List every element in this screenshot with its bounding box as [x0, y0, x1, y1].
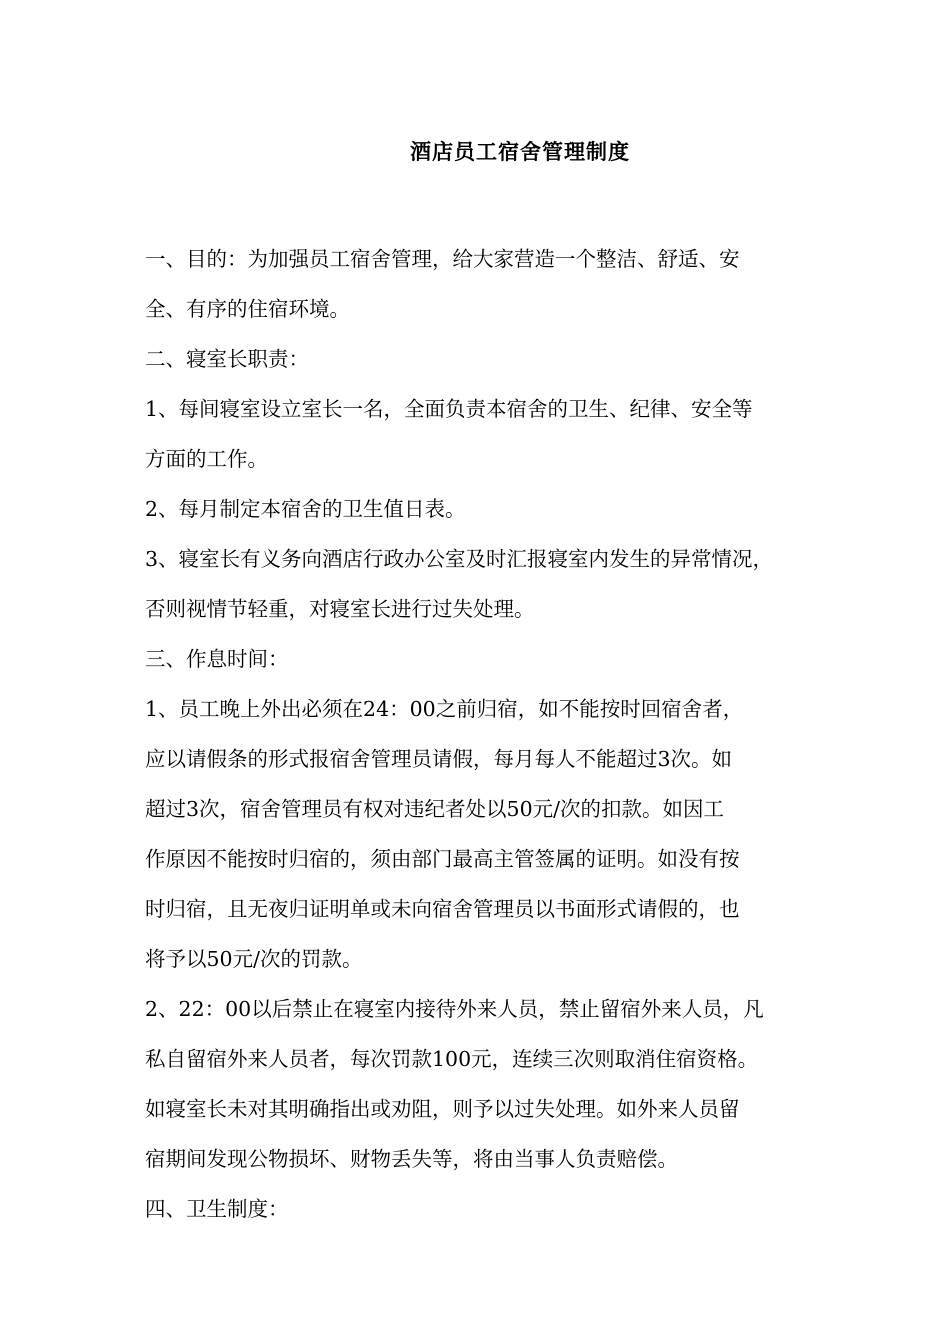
body-line: 1、每间寝室设立室长一名，全面负责本宿舍的卫生、纪律、安全等	[145, 397, 753, 421]
section-heading: 四、卫生制度：	[145, 1197, 289, 1221]
body-line: 3、寝室长有义务向酒店行政办公室及时汇报寝室内发生的异常情况，	[145, 547, 774, 571]
body-line: 时归宿，且无夜归证明单或未向宿舍管理员以书面形式请假的，也	[145, 897, 740, 921]
body-line: 宿期间发现公物损坏、财物丢失等，将由当事人负责赔偿。	[145, 1147, 678, 1171]
body-line: 2、22：00以后禁止在寝室内接待外来人员，禁止留宿外来人员，凡	[145, 997, 764, 1021]
body-line: 全、有序的住宿环境。	[145, 297, 350, 321]
document-body	[145, 234, 815, 1234]
body-line: 2、每月制定本宿舍的卫生值日表。	[145, 497, 466, 521]
body-line: 1、员工晚上外出必须在24：00之前归宿，如不能按时回宿舍者，	[145, 697, 744, 721]
section-heading: 二、寝室长职责：	[145, 347, 309, 371]
body-line: 将予以50元/次的罚款。	[145, 947, 363, 971]
body-line: 否则视情节轻重，对寝室长进行过失处理。	[145, 597, 535, 621]
body-line: 超过3次，宿舍管理员有权对违纪者处以50元/次的扣款。如因工	[145, 797, 725, 821]
body-line: 应以请假条的形式报宿舍管理员请假，每月每人不能超过3次。如	[145, 747, 733, 771]
body-line: 一、目的：为加强员工宿舍管理，给大家营造一个整洁、舒适、安	[145, 247, 740, 271]
body-line: 如寝室长未对其明确指出或劝阻，则予以过失处理。如外来人员留	[145, 1097, 740, 1121]
section-heading: 三、作息时间：	[145, 647, 289, 671]
document-title: 酒店员工宿舍管理制度	[410, 140, 630, 164]
body-line: 方面的工作。	[145, 447, 268, 471]
body-line: 作原因不能按时归宿的，须由部门最高主管签属的证明。如没有按	[145, 847, 740, 871]
body-line: 私自留宿外来人员者，每次罚款100元，连续三次则取消住宿资格。	[145, 1047, 759, 1071]
